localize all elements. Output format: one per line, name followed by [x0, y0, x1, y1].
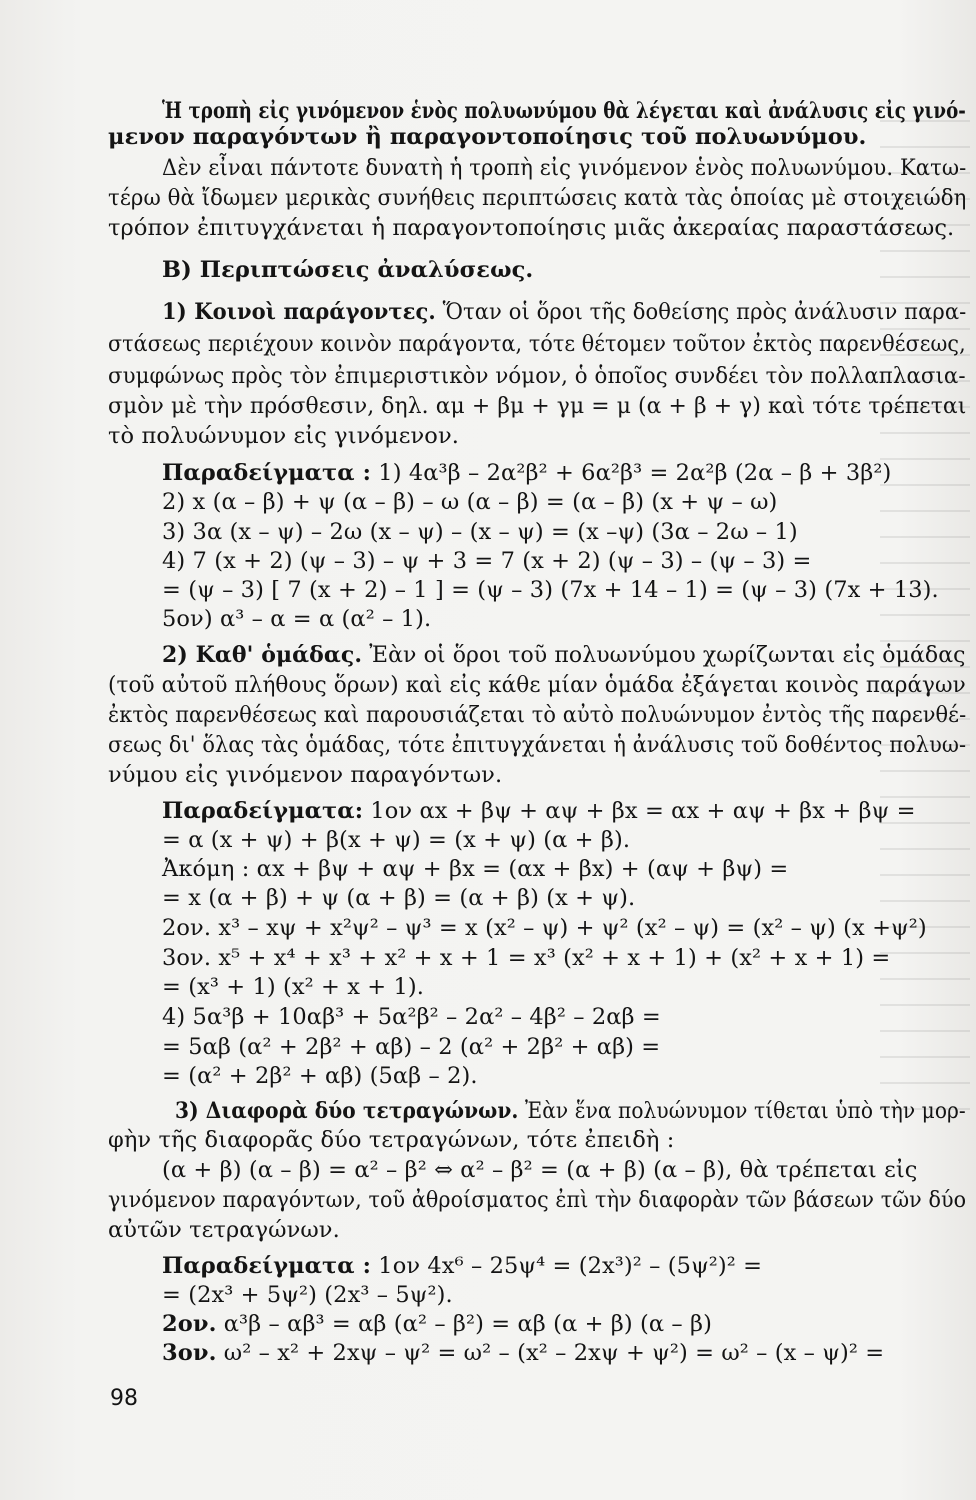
- s2-example-1d: = x (α + β) + ψ (α + β) = (α + β) (x + ψ).: [162, 885, 636, 911]
- s3-example-3: [162, 1339, 884, 1367]
- intro-line-3: Δὲν εἶναι πάντοτε δυνατὴ ἡ τροπὴ εἰς γινόμενον ἑνὸς πολυωνύμου. Κατω-: [162, 155, 967, 181]
- s2-example-2: 2ον. x³ – xψ + x²ψ² – ψ³ = x (x² – ψ) + ψ² (x² – ψ) = (x² – ψ) (x +ψ²): [162, 915, 927, 941]
- s2-line-1: [162, 641, 966, 669]
- s3-examples-label: Παραδείγματα :: [162, 1253, 372, 1279]
- s3-line-5: αὐτῶν τετραγώνων.: [108, 1217, 340, 1243]
- s1-line-5: τὸ πολυώνυμον εἰς γινόμενον.: [108, 423, 459, 449]
- s1-line-4: σμὸν μὲ τὴν πρόσθεσιν, δηλ. αμ + βμ + γμ = μ (α + β + γ) καὶ τότε τρέπεται: [108, 393, 967, 419]
- show-through-text: [880, 120, 970, 1120]
- s1-example-1: [162, 459, 891, 487]
- s2-line-2: (τοῦ αὐτοῦ πλήθους ὅρων) καὶ εἰς κάθε μίαν ὁμάδα ἐξάγεται κοινὸς παράγων: [108, 672, 966, 698]
- s2-example-3a: 3ον. x⁵ + x⁴ + x³ + x² + x + 1 = x³ (x² + x + 1) + (x² + x + 1) =: [162, 945, 891, 971]
- s2-example-4c: = (α² + 2β² + αβ) (5αβ – 2).: [162, 1063, 478, 1089]
- s3-example-2-text: α³β – αβ³ = αβ (α² – β²) = αβ (α + β) (α – β): [216, 1311, 713, 1337]
- s3-example-1b: = (2x³ + 5ψ²) (2x³ – 5ψ²).: [162, 1282, 453, 1308]
- s2-line-3: ἐκτὸς παρενθέσεως καὶ παρουσιάζεται τὸ αὐτὸ πολυώνυμον ἐντὸς τῆς παρενθέ-: [108, 702, 967, 728]
- s2-examples-label: Παραδείγματα:: [162, 798, 364, 824]
- s2-line-1-text: Ἐὰν οἱ ὅροι τοῦ πολυωνύμου χωρίζωνται εἰς ὁμάδας: [362, 642, 966, 668]
- s3-line-2: φὴν τῆς διαφορᾶς δύο τετραγώνων, τότε ἐπειδὴ :: [108, 1127, 675, 1153]
- s2-example-4b: = 5αβ (α² + 2β² + αβ) – 2 (α² + 2β² + αβ) =: [162, 1034, 661, 1060]
- s1-example-1-text: 1) 4α³β – 2α²β² + 6α²β³ = 2α²β (2α – β + 3β²): [371, 460, 892, 486]
- s2-line-4: σεως δι' ὅλας τὰς ὁμάδας, τότε ἐπιτυγχάνεται ἡ ἀνάλυσις τοῦ δοθέντος πολυω-: [108, 732, 967, 758]
- section-b-heading: Β) Περιπτώσεις ἀναλύσεως.: [162, 257, 534, 283]
- s2-example-1b: = α (x + ψ) + β(x + ψ) = (x + ψ) (α + β).: [162, 827, 631, 853]
- s2-line-5: νύμου εἰς γινόμενον παραγόντων.: [108, 762, 503, 788]
- s1-example-4b: = (ψ – 3) [ 7 (x + 2) – 1 ] = (ψ – 3) (7x + 14 – 1) = (ψ – 3) (7x + 13).: [162, 577, 939, 603]
- s1-line-1-text: Ὅταν οἱ ὅροι τῆς δοθείσης πρὸς ἀνάλυσιν παρα-: [435, 299, 967, 325]
- s3-title: 3) Διαφορὰ δύο τετραγώνων.: [175, 1098, 519, 1124]
- s1-line-1: [162, 298, 966, 326]
- intro-line-5: τρόπον ἐπιτυγχάνεται ἡ παραγοντοποίησις μιᾶς ἀκεραίας παραστάσεως.: [108, 215, 955, 241]
- s3-example-3-label: 3ον.: [162, 1340, 217, 1366]
- s2-example-4a: 4) 5α³β + 10αβ³ + 5α²β² – 2α² – 4β² – 2αβ =: [162, 1004, 661, 1030]
- s1-example-4a: 4) 7 (x + 2) (ψ – 3) – ψ + 3 = 7 (x + 2) (ψ – 3) – (ψ – 3) =: [162, 548, 812, 574]
- s1-example-5: 5ον) α³ – α = α (α² – 1).: [162, 606, 432, 632]
- s2-example-1c: Ἀκόμη : αx + βψ + αψ + βx = (αx + βx) + (αψ + βψ) =: [162, 856, 789, 882]
- s3-line-1: [175, 1097, 966, 1125]
- s2-title: 2) Καθ' ὁμάδας.: [162, 642, 363, 668]
- s3-example-1a-text: 1ον 4x⁶ – 25ψ⁴ = (2x³)² – (5ψ²)² =: [371, 1253, 763, 1279]
- s2-example-3b: = (x³ + 1) (x² + x + 1).: [162, 974, 425, 1000]
- s3-line-4: γινόμενον παραγόντων, τοῦ ἀθροίσματος ἐπὶ τὴν διαφορὰν τῶν βάσεων τῶν δύο: [108, 1187, 967, 1213]
- intro-line-2: μενον παραγόντων ἢ παραγοντοποίησις τοῦ πολυωνύμου.: [108, 124, 867, 150]
- s3-line-1-text: Ἐὰν ἕνα πολυώνυμον τίθεται ὑπὸ τὴν μορ-: [518, 1098, 966, 1124]
- s1-title: 1) Κοινοὶ παράγοντες.: [162, 299, 436, 325]
- intro-line-1: Ἡ τροπὴ εἰς γινόμενον ἑνὸς πολυωνύμου θὰ λέγεται καὶ ἀνάλυσις εἰς γινό-: [162, 98, 966, 124]
- s3-example-2: [162, 1310, 712, 1338]
- intro-line-4: τέρω θὰ ἴδωμεν μερικὰς συνήθεις περιπτώσεις κατὰ τὰς ὁποίας μὲ στοιχειώδη: [108, 185, 967, 211]
- page-number: 98: [110, 1386, 138, 1411]
- s2-example-1a-text: 1ον αx + βψ + αψ + βx = αx + αψ + βx + βψ =: [363, 798, 916, 824]
- s3-example-1a: [162, 1252, 762, 1280]
- s3-line-3: (α + β) (α – β) = α² – β² ⇔ α² – β² = (α + β) (α – β), θὰ τρέπεται εἰς: [162, 1157, 918, 1183]
- s1-line-3: συμφώνως πρὸς τὸν ἐπιμεριστικὸν νόμον, ὁ ὁποῖος συνδέει τὸν πολλαπλασια-: [108, 363, 966, 389]
- s1-example-2: 2) x (α – β) + ψ (α – β) – ω (α – β) = (α – β) (x + ψ – ω): [162, 489, 778, 515]
- s2-example-1a: [162, 797, 916, 825]
- s3-example-2-label: 2ον.: [162, 1311, 217, 1337]
- s1-example-3: 3) 3α (x – ψ) – 2ω (x – ψ) – (x – ψ) = (x –ψ) (3α – 2ω – 1): [162, 519, 798, 545]
- s1-examples-label: Παραδείγματα :: [162, 460, 372, 486]
- s3-example-3-text: ω² – x² + 2xψ – ψ² = ω² – (x² – 2xψ + ψ²) = ω² – (x – ψ)² =: [216, 1340, 885, 1366]
- s1-line-2: στάσεως περιέχουν κοινὸν παράγοντα, τότε θέτομεν τοῦτον ἐκτὸς παρενθέσεως,: [108, 331, 966, 357]
